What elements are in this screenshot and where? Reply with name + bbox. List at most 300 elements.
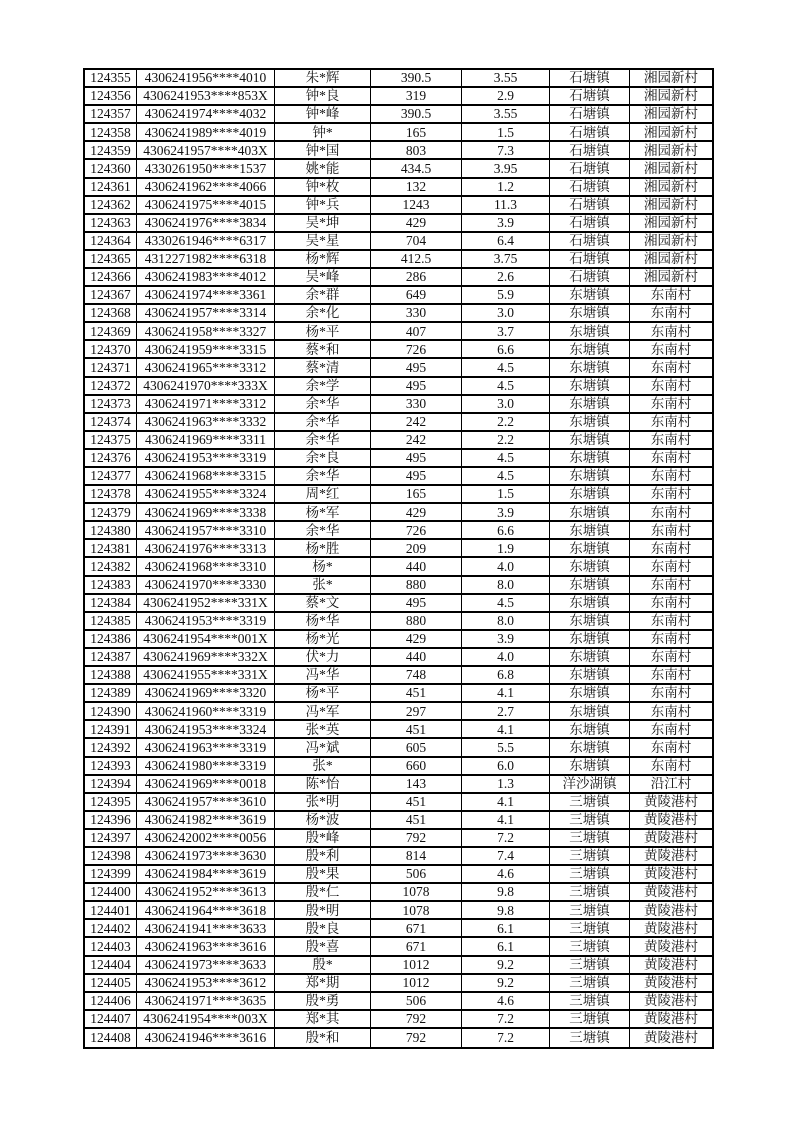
- table-cell: 6.1: [462, 920, 550, 936]
- table-cell: 黄陵港村: [644, 812, 698, 828]
- table-cell: 407: [371, 323, 462, 339]
- table-cell: 东南村: [650, 721, 692, 737]
- table-row: [85, 341, 712, 359]
- table-cell: 209: [371, 540, 462, 556]
- table-cell: 黄陵港村: [644, 1030, 698, 1046]
- table-row: [85, 739, 712, 757]
- table-cell: 周*红: [275, 486, 371, 502]
- table-row: [85, 269, 712, 287]
- table-cell: 东塘镇: [550, 649, 630, 665]
- table-cell: 124360: [85, 160, 137, 176]
- table-cell: 余*华: [275, 468, 371, 484]
- table-row: [85, 522, 712, 540]
- table-cell: 330: [371, 396, 462, 412]
- table-cell: 东塘镇: [550, 468, 630, 484]
- table-cell: 124403: [85, 938, 137, 954]
- table-cell: 124358: [85, 124, 137, 140]
- table-cell: 1012: [371, 975, 462, 991]
- table-cell: 钟*枚: [275, 179, 371, 195]
- table-row: [85, 1011, 712, 1029]
- table-cell: 4306241962****4066: [137, 179, 275, 195]
- table-cell: 湘园新村: [644, 88, 698, 104]
- table-cell: 3.7: [462, 323, 550, 339]
- table-cell: 390.5: [371, 70, 462, 86]
- table-cell: 429: [371, 504, 462, 520]
- table-row: [85, 595, 712, 613]
- table-cell: 余*华: [275, 432, 371, 448]
- table-cell: 124380: [85, 522, 137, 538]
- table-cell: 124395: [85, 794, 137, 810]
- table-cell: 东南村: [650, 468, 692, 484]
- table-cell: 124361: [85, 179, 137, 195]
- table-cell: 余*群: [275, 287, 371, 303]
- table-cell: 4306241964****3618: [137, 902, 275, 918]
- table-cell: 石塘镇: [550, 269, 630, 285]
- table-cell: 东南村: [650, 359, 692, 375]
- table-cell: 3.75: [462, 251, 550, 267]
- table-cell: 余*良: [275, 450, 371, 466]
- table-cell: 124369: [85, 323, 137, 339]
- table-row: [85, 667, 712, 685]
- table-row: [85, 540, 712, 558]
- table-cell: 11.3: [462, 197, 550, 213]
- table-cell: 东塘镇: [550, 287, 630, 303]
- table-cell: 1243: [371, 197, 462, 213]
- table-cell: 671: [371, 938, 462, 954]
- table-cell: 440: [371, 649, 462, 665]
- table-cell: 1078: [371, 902, 462, 918]
- table-cell: 余*化: [275, 305, 371, 321]
- table-row: [85, 794, 712, 812]
- table-cell: 黄陵港村: [644, 884, 698, 900]
- table-cell: 杨*华: [275, 613, 371, 629]
- table-cell: 9.2: [462, 975, 550, 991]
- table-cell: 124368: [85, 305, 137, 321]
- table-cell: 6.0: [462, 758, 550, 774]
- table-cell: 石塘镇: [550, 197, 630, 213]
- table-row: [85, 558, 712, 576]
- table-cell: 殷*利: [275, 848, 371, 864]
- table-cell: 3.0: [462, 396, 550, 412]
- table-cell: 东塘镇: [550, 486, 630, 502]
- table-cell: 2.6: [462, 269, 550, 285]
- table-row: [85, 106, 712, 124]
- table-cell: 748: [371, 667, 462, 683]
- table-cell: 钟*国: [275, 142, 371, 158]
- table-cell: 124357: [85, 106, 137, 122]
- table-cell: 东塘镇: [550, 522, 630, 538]
- table-cell: 605: [371, 739, 462, 755]
- table-cell: 东塘镇: [550, 305, 630, 321]
- table-cell: 黄陵港村: [644, 830, 698, 846]
- table-cell: 124381: [85, 540, 137, 556]
- table-cell: 三塘镇: [550, 1011, 630, 1027]
- table-cell: 451: [371, 794, 462, 810]
- table-row: [85, 613, 712, 631]
- table-cell: 4312271982****6318: [137, 251, 275, 267]
- table-row: [85, 287, 712, 305]
- table-cell: 东塘镇: [550, 631, 630, 647]
- table-cell: 6.8: [462, 667, 550, 683]
- table-cell: 石塘镇: [550, 124, 630, 140]
- table-cell: 东南村: [650, 432, 692, 448]
- table-cell: 124377: [85, 468, 137, 484]
- table-cell: 6.6: [462, 341, 550, 357]
- table-cell: 石塘镇: [550, 106, 630, 122]
- table-cell: 124387: [85, 649, 137, 665]
- table-cell: 4306241952****3613: [137, 884, 275, 900]
- table-cell: 石塘镇: [550, 88, 630, 104]
- table-cell: 495: [371, 378, 462, 394]
- table-cell: 3.9: [462, 215, 550, 231]
- table-cell: 7.2: [462, 830, 550, 846]
- table-row: [85, 233, 712, 251]
- table-cell: 495: [371, 595, 462, 611]
- table-cell: 冯*斌: [275, 739, 371, 755]
- table-cell: 671: [371, 920, 462, 936]
- table-cell: 4.6: [462, 866, 550, 882]
- table-row: [85, 1029, 712, 1047]
- table-cell: 张*: [275, 577, 371, 593]
- table-cell: 4330261946****6317: [137, 233, 275, 249]
- table-cell: 4.1: [462, 685, 550, 701]
- table-row: [85, 88, 712, 106]
- table-cell: 蔡*清: [275, 359, 371, 375]
- table-cell: 9.2: [462, 957, 550, 973]
- table-cell: 4306241959****3315: [137, 341, 275, 357]
- table-cell: 三塘镇: [550, 866, 630, 882]
- table-cell: 殷*明: [275, 902, 371, 918]
- table-cell: 黄陵港村: [644, 993, 698, 1009]
- table-cell: 4306241957****3310: [137, 522, 275, 538]
- table-cell: 吴*星: [275, 233, 371, 249]
- table-cell: 660: [371, 758, 462, 774]
- table-cell: 湘园新村: [644, 70, 698, 86]
- table-cell: 东塘镇: [550, 378, 630, 394]
- table-cell: 东塘镇: [550, 396, 630, 412]
- table-cell: 429: [371, 215, 462, 231]
- table-cell: 郑*其: [275, 1011, 371, 1027]
- table-cell: 1.5: [462, 486, 550, 502]
- table-cell: 792: [371, 1029, 462, 1047]
- table-cell: 124370: [85, 341, 137, 357]
- table-cell: 东南村: [650, 667, 692, 683]
- table-cell: 4306241975****4015: [137, 197, 275, 213]
- table-cell: 杨*平: [275, 685, 371, 701]
- table-cell: 429: [371, 631, 462, 647]
- table-row: [85, 902, 712, 920]
- table-cell: 4306241963****3616: [137, 938, 275, 954]
- table-row: [85, 504, 712, 522]
- table-cell: 4.1: [462, 812, 550, 828]
- table-cell: 东南村: [650, 323, 692, 339]
- table-row: [85, 685, 712, 703]
- table-cell: 钟*: [275, 124, 371, 140]
- table-cell: 7.3: [462, 142, 550, 158]
- table-cell: 杨*军: [275, 504, 371, 520]
- table-cell: 124363: [85, 215, 137, 231]
- table-cell: 黄陵港村: [644, 938, 698, 954]
- table-cell: 东塘镇: [550, 667, 630, 683]
- table-row: [85, 323, 712, 341]
- table-cell: 124386: [85, 631, 137, 647]
- table-cell: 124355: [85, 70, 137, 86]
- table-cell: 东塘镇: [550, 540, 630, 556]
- table-row: [85, 577, 712, 595]
- table-cell: 吴*坤: [275, 215, 371, 231]
- table-cell: 湘园新村: [644, 251, 698, 267]
- table-cell: 张*: [275, 758, 371, 774]
- table-cell: 4306241969****3338: [137, 504, 275, 520]
- table-cell: 东塘镇: [550, 359, 630, 375]
- table-cell: 4306241953****3324: [137, 721, 275, 737]
- table-cell: 东南村: [650, 685, 692, 701]
- table-cell: 湘园新村: [644, 178, 698, 194]
- table-cell: 4306241952****331X: [137, 595, 275, 611]
- table-cell: 东塘镇: [550, 703, 630, 719]
- table-row: [85, 957, 712, 975]
- table-cell: 郑*期: [275, 975, 371, 991]
- table-row: [85, 215, 712, 233]
- table-row: [85, 251, 712, 269]
- table-row: [85, 414, 712, 432]
- table-row: [85, 884, 712, 902]
- table-cell: 124397: [85, 830, 137, 846]
- table-cell: 4306241955****3324: [137, 486, 275, 502]
- table-cell: 三塘镇: [550, 884, 630, 900]
- table-cell: 4306241941****3633: [137, 920, 275, 936]
- table-cell: 石塘镇: [550, 160, 630, 176]
- table-cell: 704: [371, 233, 462, 249]
- table-cell: 124367: [85, 287, 137, 303]
- table-cell: 4306241982****3619: [137, 812, 275, 828]
- table-cell: 三塘镇: [550, 975, 630, 991]
- table-row: [85, 993, 712, 1011]
- table-cell: 124400: [85, 884, 137, 900]
- table-row: [85, 848, 712, 866]
- table-cell: 451: [371, 685, 462, 701]
- table-cell: 319: [371, 88, 462, 104]
- table-cell: 1.2: [462, 179, 550, 195]
- table-cell: 东塘镇: [550, 739, 630, 755]
- table-cell: 东南村: [650, 414, 692, 430]
- table-cell: 4.5: [462, 359, 550, 375]
- table-cell: 杨*胜: [275, 540, 371, 556]
- table-cell: 814: [371, 848, 462, 864]
- table-cell: 7.4: [462, 848, 550, 864]
- table-cell: 124408: [85, 1029, 137, 1047]
- table-cell: 3.55: [462, 106, 550, 122]
- table-cell: 钟*峰: [275, 106, 371, 122]
- table-cell: 钟*兵: [275, 197, 371, 213]
- table-cell: 4306241969****332X: [137, 649, 275, 665]
- table-cell: 石塘镇: [550, 179, 630, 195]
- table-cell: 张*英: [275, 721, 371, 737]
- table-cell: 165: [371, 124, 462, 140]
- table-cell: 4306241954****003X: [137, 1011, 275, 1027]
- table-cell: 东南村: [650, 649, 692, 665]
- table-cell: 124392: [85, 739, 137, 755]
- table-cell: 7.2: [462, 1029, 550, 1047]
- table-cell: 4306241955****331X: [137, 667, 275, 683]
- table-cell: 124399: [85, 866, 137, 882]
- table-cell: 6.1: [462, 938, 550, 954]
- table-cell: 4.0: [462, 649, 550, 665]
- table-cell: 6.6: [462, 522, 550, 538]
- table-cell: 4306241974****4032: [137, 106, 275, 122]
- table-cell: 4306241957****403X: [137, 142, 275, 158]
- table-cell: 4306241969****3320: [137, 685, 275, 701]
- table-cell: 东南村: [650, 341, 692, 357]
- table-cell: 124378: [85, 486, 137, 502]
- table-cell: 东南村: [650, 395, 692, 411]
- table-cell: 124406: [85, 993, 137, 1009]
- table-cell: 殷*峰: [275, 830, 371, 846]
- table-cell: 4306241968****3310: [137, 558, 275, 574]
- table-cell: 124364: [85, 233, 137, 249]
- table-cell: 2.9: [462, 88, 550, 104]
- table-cell: 黄陵港村: [644, 974, 698, 990]
- table-cell: 余*华: [275, 522, 371, 538]
- table-cell: 冯*军: [275, 703, 371, 719]
- table-cell: 4306241957****3314: [137, 305, 275, 321]
- table-cell: 东塘镇: [550, 558, 630, 574]
- table-cell: 石塘镇: [550, 215, 630, 231]
- table-cell: 4306241970****3330: [137, 577, 275, 593]
- table-cell: 3.0: [462, 305, 550, 321]
- table-cell: 殷*和: [275, 1029, 371, 1047]
- table-cell: 124371: [85, 359, 137, 375]
- table-row: [85, 179, 712, 197]
- table-cell: 495: [371, 468, 462, 484]
- table-row: [85, 70, 712, 88]
- table-cell: 黄陵港村: [644, 902, 698, 918]
- table-cell: 4.5: [462, 450, 550, 466]
- table-cell: 451: [371, 812, 462, 828]
- table-cell: 蔡*和: [275, 341, 371, 357]
- table-cell: 124376: [85, 450, 137, 466]
- table-cell: 124402: [85, 920, 137, 936]
- table-cell: 三塘镇: [550, 812, 630, 828]
- table-cell: 蔡*文: [275, 595, 371, 611]
- table-cell: 吴*峰: [275, 269, 371, 285]
- table-cell: 8.0: [462, 577, 550, 593]
- table-cell: 4.5: [462, 378, 550, 394]
- table-cell: 124356: [85, 88, 137, 104]
- table-cell: 黄陵港村: [644, 793, 698, 809]
- table-row: [85, 378, 712, 396]
- table-cell: 殷*勇: [275, 993, 371, 1009]
- table-cell: 洋沙湖镇: [550, 776, 630, 792]
- table-cell: 2.2: [462, 414, 550, 430]
- table-cell: 124404: [85, 957, 137, 973]
- table-cell: 5.9: [462, 287, 550, 303]
- table-cell: 4.6: [462, 993, 550, 1009]
- table-cell: 242: [371, 432, 462, 448]
- table-cell: 792: [371, 1011, 462, 1027]
- table-cell: 东塘镇: [550, 758, 630, 774]
- table-cell: 4.0: [462, 558, 550, 574]
- table-cell: 4306241965****3312: [137, 359, 275, 375]
- table-cell: 冯*华: [275, 667, 371, 683]
- table-cell: 东南村: [650, 377, 692, 393]
- table-cell: 东塘镇: [550, 450, 630, 466]
- table-cell: 124366: [85, 269, 137, 285]
- table-cell: 湘园新村: [644, 160, 698, 176]
- table-cell: 390.5: [371, 106, 462, 122]
- table-cell: 3.9: [462, 504, 550, 520]
- table-cell: 143: [371, 776, 462, 792]
- table-cell: 杨*辉: [275, 251, 371, 267]
- table-cell: 4.5: [462, 468, 550, 484]
- table-cell: 4306241958****3327: [137, 323, 275, 339]
- table-cell: 东塘镇: [550, 504, 630, 520]
- table-cell: 4306241984****3619: [137, 866, 275, 882]
- table-cell: 5.5: [462, 739, 550, 755]
- table-cell: 东南村: [650, 522, 692, 538]
- table-cell: 杨*: [275, 558, 371, 574]
- table-cell: 殷*: [275, 957, 371, 973]
- table-cell: 湘园新村: [644, 215, 698, 231]
- table-cell: 3.95: [462, 160, 550, 176]
- table-cell: 1012: [371, 957, 462, 973]
- table-cell: 124384: [85, 595, 137, 611]
- table-row: [85, 830, 712, 848]
- table-cell: 124373: [85, 396, 137, 412]
- table-cell: 东南村: [650, 613, 692, 629]
- table-cell: 三塘镇: [550, 938, 630, 954]
- table-cell: 124388: [85, 667, 137, 683]
- table-cell: 8.0: [462, 613, 550, 629]
- table-cell: 黄陵港村: [644, 1011, 698, 1027]
- table-cell: 4306242002****0056: [137, 830, 275, 846]
- table-cell: 4306241953****3319: [137, 613, 275, 629]
- table-cell: 4306241971****3635: [137, 993, 275, 1009]
- table-cell: 4306241980****3319: [137, 758, 275, 774]
- table-cell: 东南村: [650, 287, 692, 303]
- table-cell: 湘园新村: [644, 233, 698, 249]
- table-cell: 124362: [85, 197, 137, 213]
- table-cell: 124372: [85, 378, 137, 394]
- table-cell: 412.5: [371, 251, 462, 267]
- table-row: [85, 450, 712, 468]
- table-cell: 三塘镇: [550, 794, 630, 810]
- table-cell: 杨*波: [275, 812, 371, 828]
- table-cell: 4306241973****3633: [137, 957, 275, 973]
- table-cell: 东塘镇: [550, 595, 630, 611]
- table-cell: 4306241974****3361: [137, 287, 275, 303]
- table-cell: 石塘镇: [550, 251, 630, 267]
- table-cell: 124401: [85, 902, 137, 918]
- table-row: [85, 486, 712, 504]
- table-cell: 4306241953****3612: [137, 975, 275, 991]
- table-cell: 124382: [85, 558, 137, 574]
- table-cell: 9.8: [462, 902, 550, 918]
- table-cell: 124365: [85, 251, 137, 267]
- table-cell: 三塘镇: [550, 920, 630, 936]
- table-cell: 三塘镇: [550, 957, 630, 973]
- table-cell: 3.9: [462, 631, 550, 647]
- table-cell: 东南村: [650, 558, 692, 574]
- table-cell: 黄陵港村: [644, 920, 698, 936]
- table-row: [85, 703, 712, 721]
- table-cell: 三塘镇: [550, 993, 630, 1009]
- table-cell: 东南村: [650, 594, 692, 610]
- table-cell: 4306241976****3834: [137, 215, 275, 231]
- table-cell: 余*学: [275, 378, 371, 394]
- table-row: [85, 649, 712, 667]
- table-cell: 东塘镇: [550, 414, 630, 430]
